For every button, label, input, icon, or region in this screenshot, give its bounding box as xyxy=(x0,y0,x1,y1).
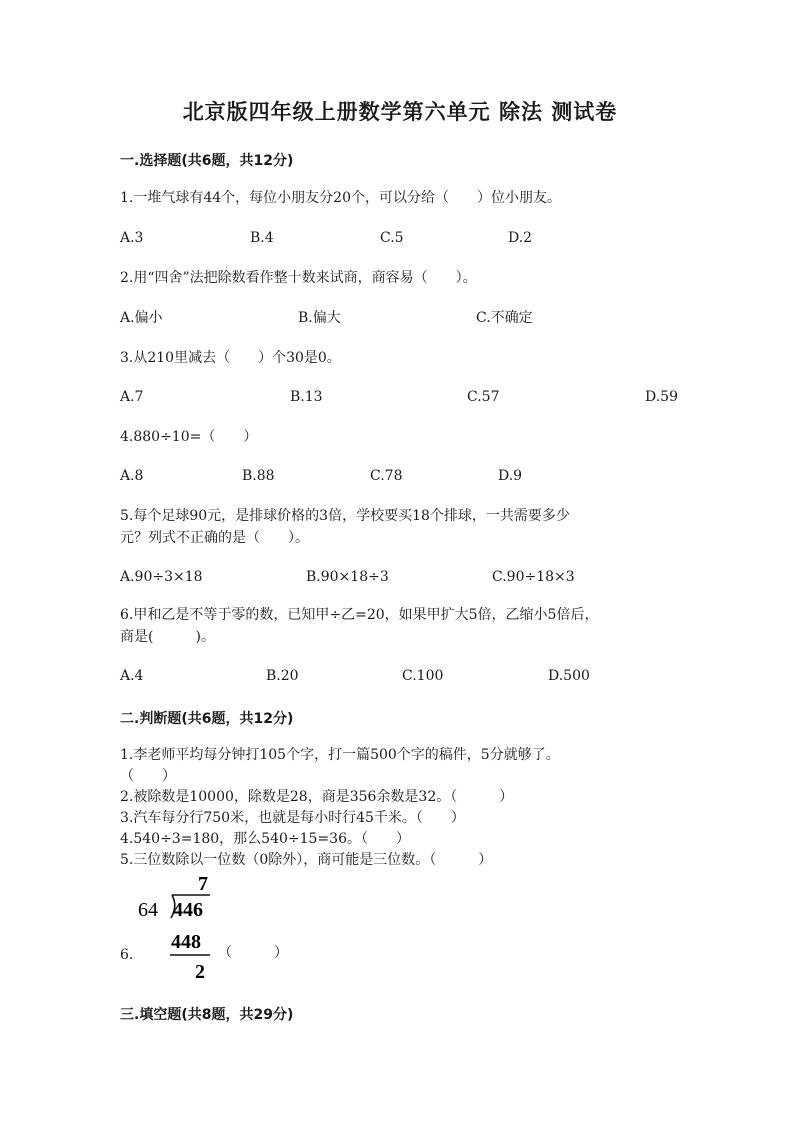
q6-option-d: D.500 xyxy=(548,668,590,684)
section-heading-judge: 二.判断题(共6题，共12分) xyxy=(120,711,294,727)
question-6-text-line1: 6.甲和乙是不等于零的数，已知甲÷乙=20，如果甲扩大5倍，乙缩小5倍后， xyxy=(120,607,599,623)
judge-1-text: 1.李老师平均每分钟打105个字，打一篇500个字的稿件，5分就够了。 xyxy=(120,747,560,763)
question-1-text: 1.一堆气球有44个，每位小朋友分20个，可以分给（ ）位小朋友。 xyxy=(120,190,561,206)
q4-option-b: B.88 xyxy=(242,468,275,484)
q5-option-a: A.90÷3×18 xyxy=(120,569,203,585)
question-5-text-line1: 5.每个足球90元，是排球价格的3倍，学校要买18个排球，一共需要多少 xyxy=(120,508,570,524)
q6-option-b: B.20 xyxy=(266,668,299,684)
section-heading-fill: 三.填空题(共8题，共29分) xyxy=(120,1007,294,1023)
q1-option-c: C.5 xyxy=(380,230,404,246)
judge-3-text: 3.汽车每分行750米，也就是每小时行45千米。（ ） xyxy=(120,810,465,826)
q4-option-a: A.8 xyxy=(120,468,144,484)
q3-option-b: B.13 xyxy=(290,389,323,405)
question-6-text-line2: 商是( )。 xyxy=(120,629,215,645)
q1-option-b: B.4 xyxy=(250,230,274,246)
division-dividend: 446 xyxy=(173,899,203,921)
q3-option-c: C.57 xyxy=(467,389,500,405)
question-5-text-line2: 元？列式不正确的是（ ）。 xyxy=(120,530,309,546)
division-product: 448 xyxy=(171,931,201,953)
q3-option-d: D.59 xyxy=(645,389,678,405)
q4-option-d: D.9 xyxy=(498,468,523,484)
q5-option-b: B.90×18÷3 xyxy=(306,569,389,585)
q4-option-c: C.78 xyxy=(370,468,403,484)
q5-option-c: C.90÷18×3 xyxy=(492,569,575,585)
question-2-text: 2.用“四舍”法把除数看作整十数来试商，商容易（ ）。 xyxy=(120,270,477,286)
q2-option-a: A.偏小 xyxy=(120,310,163,326)
q1-option-a: A.3 xyxy=(120,230,144,246)
division-remainder: 2 xyxy=(195,961,205,983)
judge-2-text: 2.被除数是10000，除数是28，商是356余数是32。（ ） xyxy=(120,789,514,805)
judge-4-text: 4.540÷3=180，那么540÷15=36。（ ） xyxy=(120,831,410,847)
q2-option-b: B.偏大 xyxy=(298,310,341,326)
question-3-text: 3.从210里减去（ ）个30是0。 xyxy=(120,350,341,366)
judge-1-paren: （ ） xyxy=(120,768,176,784)
q1-option-d: D.2 xyxy=(508,230,533,246)
long-division-figure xyxy=(138,870,228,985)
judge-6-paren: （ ） xyxy=(218,945,288,961)
judge-5-text: 5.三位数除以一位数（0除外），商可能是三位数。（ ） xyxy=(120,852,493,868)
q6-option-c: C.100 xyxy=(402,668,444,684)
page-title: 北京版四年级上册数学第六单元 除法 测试卷 xyxy=(182,100,618,124)
judge-6-number: 6. xyxy=(120,947,134,963)
division-divisor: 64 xyxy=(138,899,158,921)
section-heading-choice: 一.选择题(共6题，共12分) xyxy=(120,153,294,169)
q6-option-a: A.4 xyxy=(120,668,144,684)
q2-option-c: C.不确定 xyxy=(476,310,533,326)
q3-option-a: A.7 xyxy=(120,389,144,405)
question-4-text: 4.880÷10=（ ） xyxy=(120,429,258,445)
division-quotient: 7 xyxy=(198,873,208,895)
